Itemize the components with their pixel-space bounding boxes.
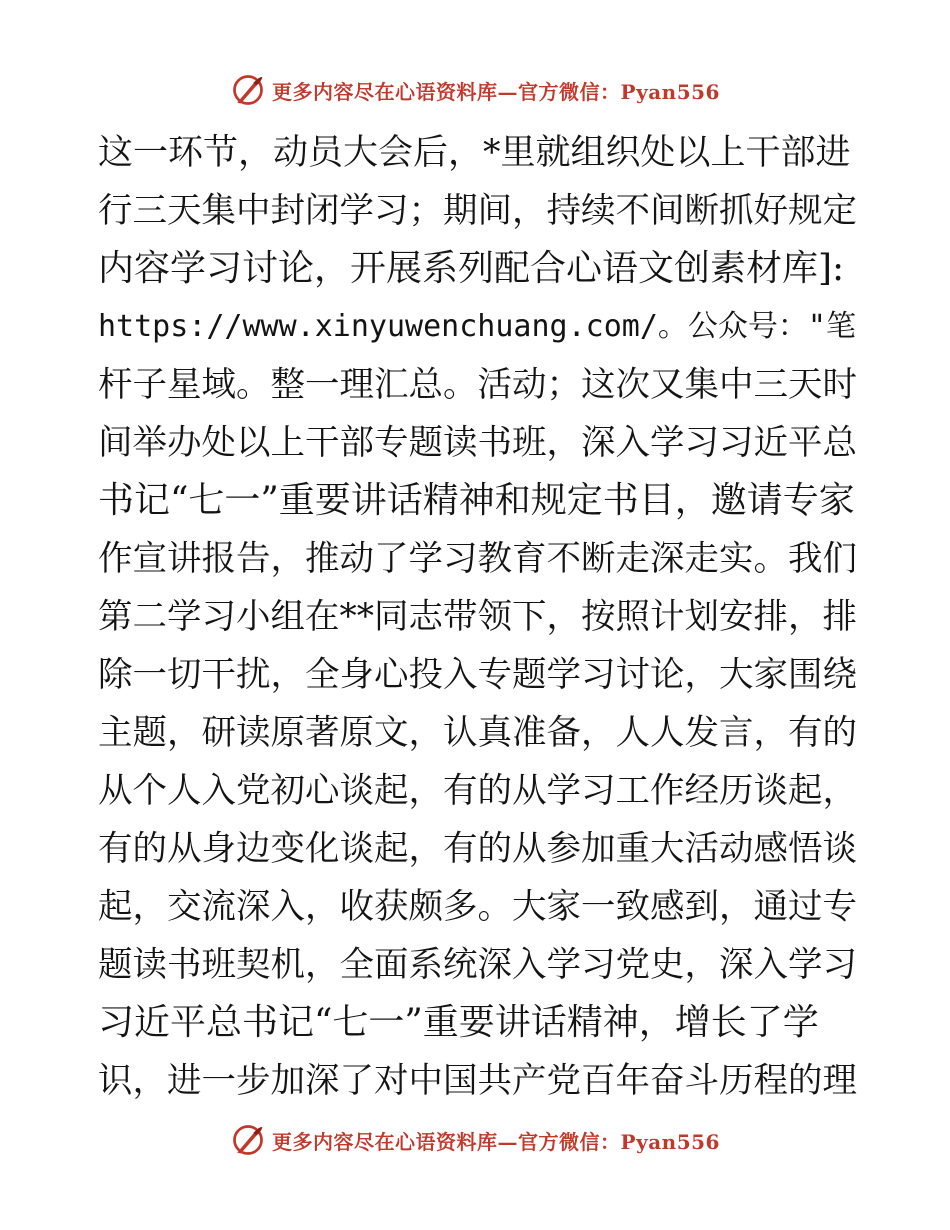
footer-watermark-banner [0, 1118, 950, 1162]
text-line: 题读书班契机，全面系统深入学习党史，深入学习 [98, 945, 857, 985]
text-line: 杆子星域。整一理汇总。活动；这次又集中三天时 [98, 365, 857, 405]
text-line: 习近平总书记“七一”重要讲话精神，增长了学 [98, 1002, 819, 1043]
text-line: 行三天集中封闭学习；期间，持续不间断抓好规定 [98, 191, 857, 231]
text-line-url: https://www.xinyuwenchuang.com/。公众号："笔 [98, 309, 856, 344]
text-line: 从个人入党初心谈起，有的从学习工作经历谈起， [98, 771, 857, 811]
quill-pen-seal-icon [230, 72, 266, 108]
text-line: 书记“七一”重要讲话精神和规定书目，邀请专家 [98, 480, 855, 521]
quill-pen-seal-icon [230, 1122, 266, 1158]
text-line: 第二学习小组在**同志带领下，按照计划安排，排 [98, 597, 857, 637]
text-line: 除一切干扰，全身心投入专题学习讨论，大家围绕 [98, 655, 857, 695]
text-line: 有的从身边变化谈起，有的从参加重大活动感悟谈 [98, 829, 857, 869]
header-banner-text: 更多内容尽在心语资料库—官方微信：Pyan556 [272, 79, 720, 104]
footer-banner-text: 更多内容尽在心语资料库—官方微信：Pyan556 [272, 1129, 720, 1154]
text-line: 主题，研读原著原文，认真准备，人人发言，有的 [98, 713, 857, 753]
text-line: 内容学习讨论，开展系列配合心语文创素材库]: [98, 248, 845, 289]
text-line: 起，交流深入，收获颇多。大家一致感到，通过专 [98, 887, 857, 927]
text-line: 间举办处以上干部专题读书班，深入学习习近平总 [98, 423, 857, 463]
text-line: 作宣讲报告，推动了学习教育不断走深走实。我们 [98, 539, 857, 579]
header-watermark-banner [0, 68, 950, 112]
document-body [98, 124, 858, 1110]
text-line: 识，进一步加深了对中国共产党百年奋斗历程的理 [98, 1061, 857, 1101]
text-line: 这一环节，动员大会后，*里就组织处以上干部进 [98, 133, 851, 173]
